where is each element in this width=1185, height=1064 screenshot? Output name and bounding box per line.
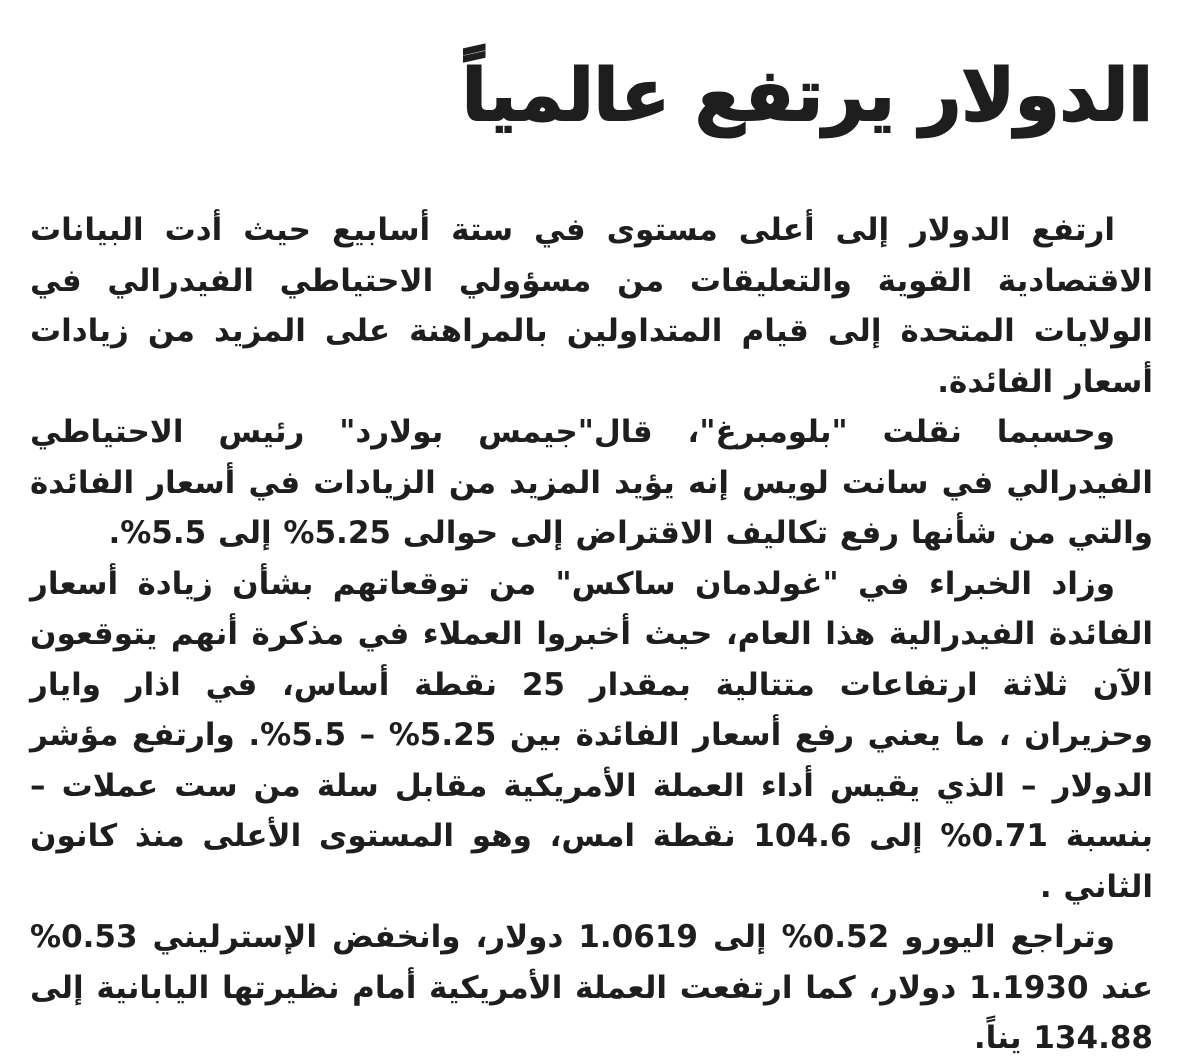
article-paragraph-1: ارتفع الدولار إلى أعلى مستوى في ستة أسابيع حيث أدت البيانات الاقتصادية القوية والتعليقات من مسؤولي الاحتياطي الفيدرالي في الولايات المتحدة إلى قيام المتداولين بالمراهنة على المزيد من زيادات أسعار الفائدة. (30, 212, 1153, 400)
article-paragraph-4: وتراجع اليورو 0.52% إلى 1.0619 دولار، وانخفض الإسترليني 0.53% عند 1.1930 دولار، كما ارتفعت العملة الأمريكية أمام نظيرتها اليابانية إلى 134.88 يناً. (30, 919, 1154, 1056)
article-headline: الدولار يرتفع عالمياً (461, 53, 1153, 137)
article-paragraph-2: وحسبما نقلت "بلومبرغ"، قال"جيمس بولارد" رئيس الاحتياطي الفيدرالي في سانت لويس إنه يؤيد المزيد من الزيادات في أسعار الفائدة والتي من شأنها رفع تكاليف الاقتراض إلى حوالى 5.25% إلى 5.5%. (30, 414, 1153, 551)
article-body (30, 205, 1153, 1064)
article-paragraph-3: وزاد الخبراء في "غولدمان ساكس" من توقعاتهم بشأن زيادة أسعار الفائدة الفيدرالية هذا العام، حيث أخبروا العملاء في مذكرة أنهم يتوقعون الآن ثلاثة ارتفاعات متتالية بمقدار 25 نقطة أساس، في اذار وايار وحزيران ، ما يعني رفع أسعار الفائدة بين 5.25% – 5.5%. وارتفع مؤشر الدولار – الذي يقيس أداء العملة الأمريكية مقابل سلة من ست عملات – بنسبة 0.71% إلى 104.6 نقطة امس، وهو المستوى الأعلى منذ كانون الثاني . (30, 565, 1153, 905)
